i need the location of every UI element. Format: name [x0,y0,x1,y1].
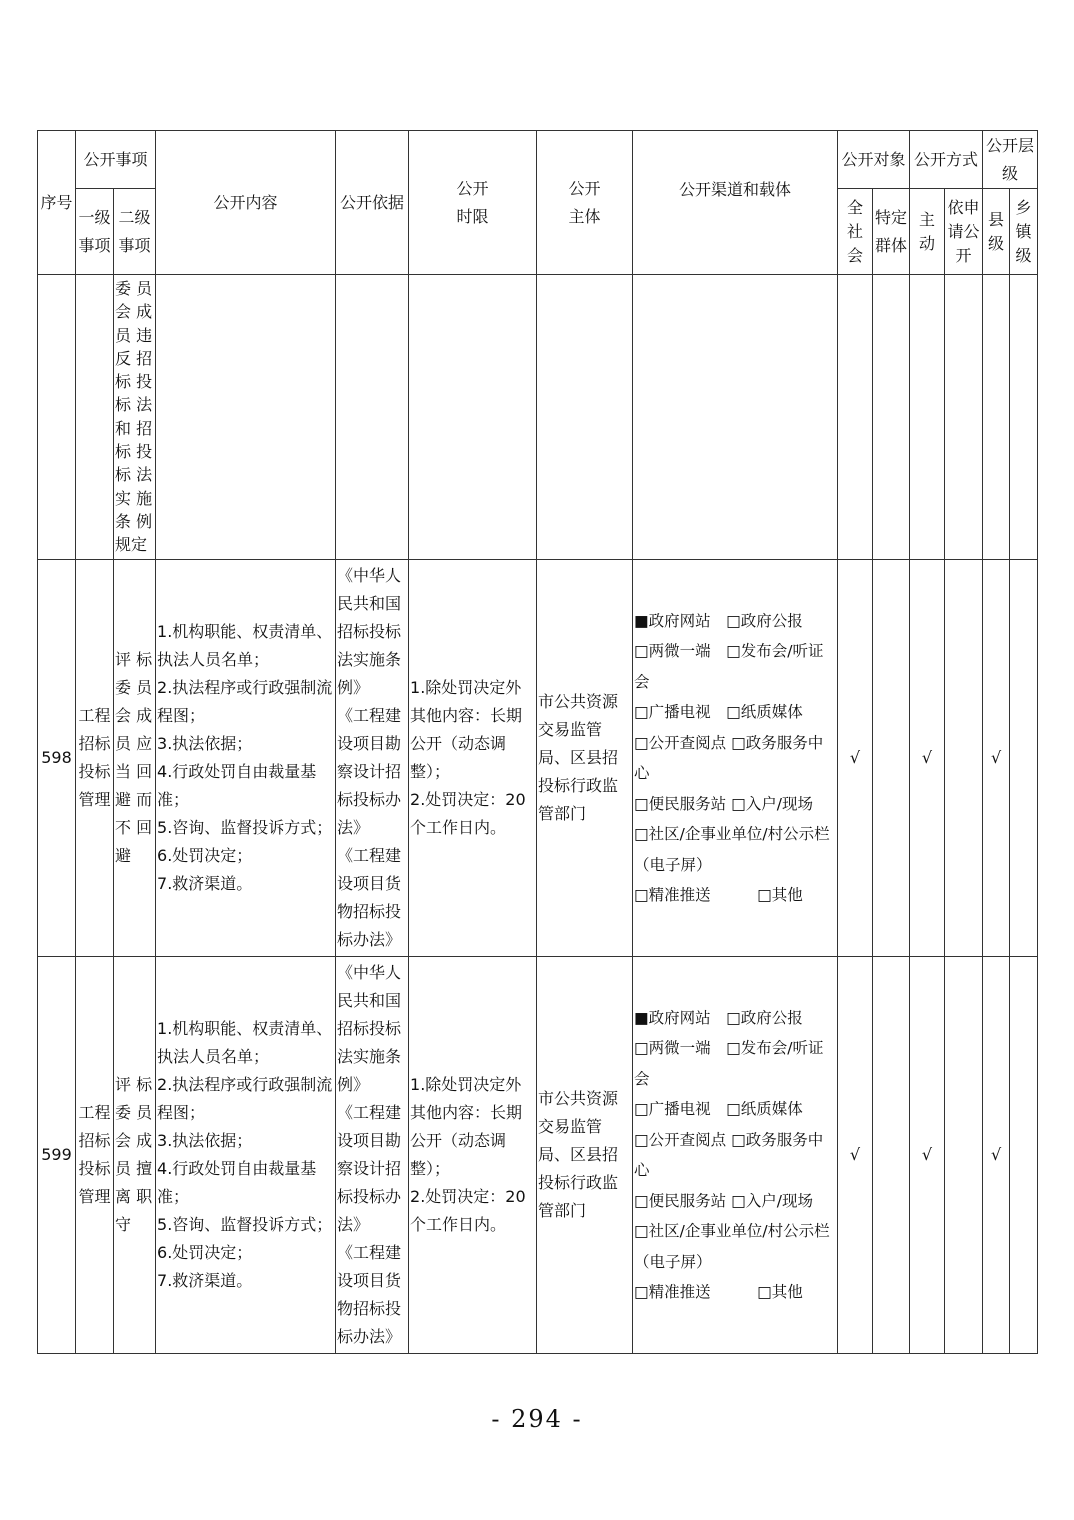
row-level-county: √ [983,560,1010,957]
row-subject: 市公共资源交易监管局、区县招投标行政监管部门 [537,957,633,1354]
row-target-all: √ [838,560,873,957]
row-content: 1.机构职能、权责清单、执法人员名单； 2.执法程序或行政强制流程图； 3.执法依据； 4.行政处罚自由裁量基准； 5.咨询、监督投诉方式； 6.处罚决定； 7.救济渠道。 [156,957,336,1354]
header-subject: 公开 主体 [537,131,633,275]
cont-content [156,275,336,560]
header-items-group: 公开事项 [76,131,156,189]
header-channels: 公开渠道和载体 [633,131,838,275]
cont-level-county [983,275,1010,560]
header-method-group: 公开方式 [910,131,983,189]
cont-time-limit [409,275,537,560]
row-channels: ■政府网站 □政府公报 □两微一端 □发布会/听证会 □广播电视 □纸质媒体 □公开查阅点 □政务服务中心 □便民服务站 □入户/现场 □社区/企事业单位/村公示栏（电子屏） □精准推送 □其他 [633,560,838,957]
cont-method-active [910,275,945,560]
row-basis: 《中华人民共和国招标投标法实施条例》 《工程建设项目勘察设计招标投标办法》 《工程建设项目货物招标投标办法》 [336,957,409,1354]
row-method-apply [945,957,983,1354]
row-channels: ■政府网站 □政府公报 □两微一端 □发布会/听证会 □广播电视 □纸质媒体 □公开查阅点 □政务服务中心 □便民服务站 □入户/现场 □社区/企事业单位/村公示栏（电子屏） □精准推送 □其他 [633,957,838,1354]
header-target-all: 全 社 会 [838,189,873,275]
header-content: 公开内容 [156,131,336,275]
header-method-apply: 依申 请公 开 [945,189,983,275]
row-level2: 评 标 委 员 会 成 员 应 当 回 避 而 不 回 避 [114,560,156,957]
row-target-specific [873,560,910,957]
row-level-town [1010,560,1038,957]
header-seq: 序号 [38,131,76,275]
cont-target-all [838,275,873,560]
cont-subject [537,275,633,560]
cont-level-town [1010,275,1038,560]
header-method-active: 主 动 [910,189,945,275]
row-level2: 评 标 委 员 会 成 员 擅 离 职 守 [114,957,156,1354]
cont-seq [38,275,76,560]
row-target-all: √ [838,957,873,1354]
cont-method-apply [945,275,983,560]
header-level2: 二级 事项 [114,189,156,275]
row-subject: 市公共资源交易监管局、区县招投标行政监管部门 [537,560,633,957]
row-method-apply [945,560,983,957]
header-basis: 公开依据 [336,131,409,275]
row-time-limit: 1.除处罚决定外其他内容：长期公开（动态调整）； 2.处罚决定：20个工作日内。 [409,957,537,1354]
row-level1: 工程 招标 投标 管理 [76,957,114,1354]
header-target-specific: 特定 群体 [873,189,910,275]
cont-level1 [76,275,114,560]
row-time-limit: 1.除处罚决定外其他内容：长期公开（动态调整）； 2.处罚决定：20个工作日内。 [409,560,537,957]
cont-level2: 委 员 会 成 员 违 反 招 标 投 标 法 和 招 标 投 标 法 实 施 条 例 规定 [114,275,156,560]
header-level1: 一级 事项 [76,189,114,275]
cont-channels [633,275,838,560]
row-level1: 工程 招标 投标 管理 [76,560,114,957]
row-seq: 599 [38,957,76,1354]
row-target-specific [873,957,910,1354]
cont-target-specific [873,275,910,560]
header-target-group: 公开对象 [838,131,910,189]
header-level-county: 县 级 [983,189,1010,275]
row-seq: 598 [38,560,76,957]
continuation-row [38,275,1038,560]
disclosure-table [37,130,1038,1354]
row-level-town [1010,957,1038,1354]
table-row [38,560,1038,957]
row-level-county: √ [983,957,1010,1354]
header-level-group: 公开层 级 [983,131,1038,189]
page-number: - 294 - [491,1405,583,1433]
row-method-active: √ [910,560,945,957]
cont-basis [336,275,409,560]
row-content: 1.机构职能、权责清单、执法人员名单； 2.执法程序或行政强制流程图； 3.执法依据； 4.行政处罚自由裁量基准； 5.咨询、监督投诉方式； 6.处罚决定； 7.救济渠道。 [156,560,336,957]
row-basis: 《中华人民共和国招标投标法实施条例》 《工程建设项目勘察设计招标投标办法》 《工程建设项目货物招标投标办法》 [336,560,409,957]
header-time-limit: 公开 时限 [409,131,537,275]
table-row [38,957,1038,1354]
header-level-town: 乡 镇 级 [1010,189,1038,275]
header-row-1 [38,131,1038,189]
row-method-active: √ [910,957,945,1354]
